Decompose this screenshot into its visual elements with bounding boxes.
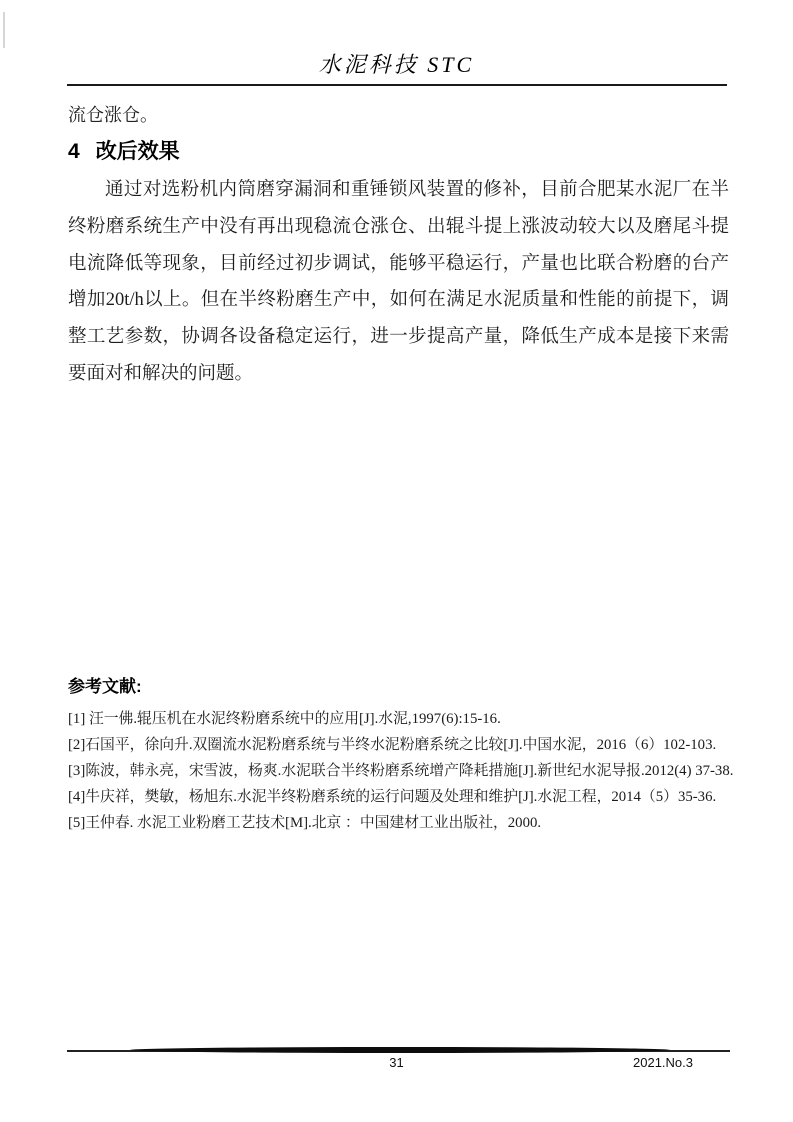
section-number: 4 [68,140,80,163]
paragraph-line: 要面对和解决的问题。 [68,363,254,384]
section-title: 改后效果 [95,140,180,163]
references-heading: 参考文献: [68,677,142,696]
section-heading [68,135,728,165]
paragraph-line: 通过对选粉机内筒磨穿漏洞和重锤锁风装置的修补，目前合肥某水泥厂在半 [105,180,729,200]
paragraph-line: 整工艺参数，协调各设备稳定运行，进一步提高产量，降低生产成本是接下来需 [68,327,729,348]
paragraph-line: 增加20t/h以上。但在半终粉磨生产中，如何在满足水泥质量和性能的前提下，调 [68,290,729,311]
body-paragraph [68,172,729,393]
reference-item: [3]陈波，韩永亮，宋雪波，杨爽.水泥联合半终粉磨系统增产降耗措施[J].新世纪水泥导报.2012(4) 37-38. [68,763,734,779]
footer-issue-label: 2021.No.3 [633,1055,693,1070]
journal-header-title: 水泥科技 STC [318,52,475,77]
footer-rule-scan-thickening [130,1047,670,1053]
footer-page-number: 31 [389,1055,404,1070]
carryover-text: 流仓涨仓。 [68,105,158,125]
scan-artifact-line [3,12,5,48]
reference-item: [4]牛庆祥，樊敏，杨旭东.水泥半终粉磨系统的运行问题及处理和维护[J].水泥工程，2014（5）35-36. [68,789,717,805]
reference-item: [2]石国平，徐向升.双圈流水泥粉磨系统与半终水泥粉磨系统之比较[J].中国水泥，2016（6）102-103. [68,737,717,753]
paragraph-line: 电流降低等现象，目前经过初步调试，能够平稳运行，产量也比联合粉磨的台产 [68,253,729,274]
paragraph-line: 终粉磨系统生产中没有再出现稳流仓涨仓、出辊斗提上涨波动较大以及磨尾斗提 [68,216,729,237]
reference-item: [1] 汪一佛.辊压机在水泥终粉磨系统中的应用[J].水泥,1997(6):15-16. [68,711,501,727]
reference-item: [5]王仲春. 水泥工业粉磨工艺技术[M].北京 ：中国建材工业出版社，2000. [68,815,542,831]
header-rule [67,84,727,86]
references-section [68,672,736,836]
